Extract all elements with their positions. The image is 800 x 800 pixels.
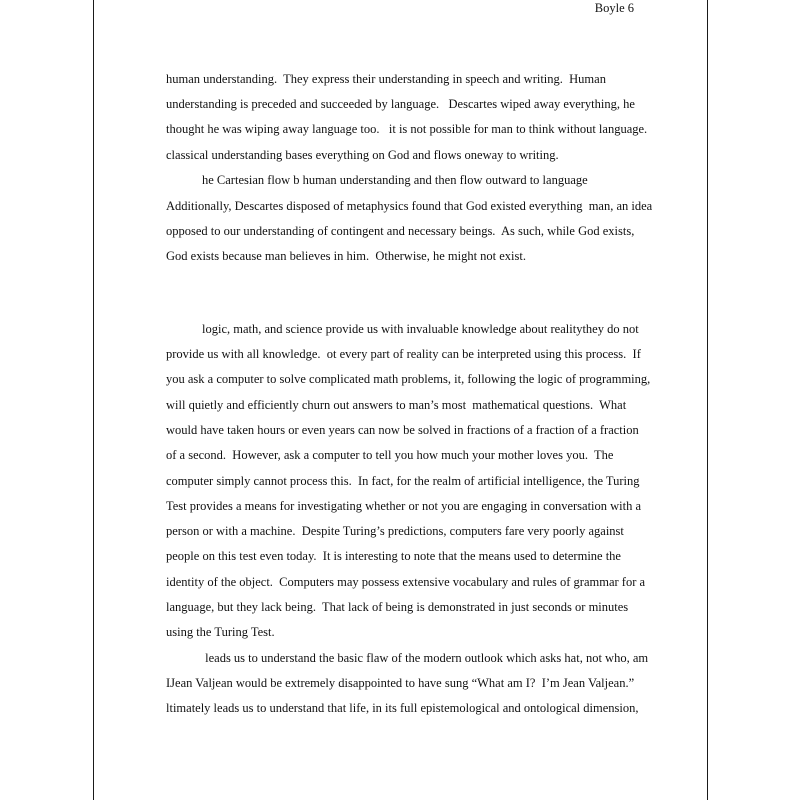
text-line: God exists because man believes in him. Otherwise, he might not exist. <box>166 249 526 263</box>
text-line: language, but they lack being. That lack of being is demonstrated in just seconds or minutes <box>166 600 629 614</box>
text-line: person or with a machine. Despite Turing’s predictions, computers fare very poorly against <box>166 524 624 538</box>
text-line: identity of the object. Computers may possess extensive vocabulary and rules of grammar for a <box>166 575 646 589</box>
text-line: of a second. However, ask a computer to tell you how much your mother loves you. The <box>166 448 614 462</box>
text-line: using the Turing Test. <box>166 625 275 639</box>
text-line: thought he was wiping away language too. it is not possible for man to think without language. <box>166 122 648 136</box>
text-line: classical understanding bases everything on God and flows oneway to writing. <box>166 148 559 162</box>
text-line: will quietly and efficiently churn out answers to man’s most mathematical questions. What <box>166 398 627 412</box>
text-line: IJean Valjean would be extremely disappointed to have sung “What am I? I’m Jean Valjean.” <box>166 676 635 690</box>
text-line: people on this test even today. It is interesting to note that the means used to determine the <box>166 549 621 563</box>
text-line: logic, math, and science provide us with invaluable knowledge about realitythey do not <box>202 322 639 336</box>
text-line: you ask a computer to solve complicated math problems, it, following the logic of programming, <box>166 372 651 386</box>
text-line: understanding is preceded and succeeded by language. Descartes wiped away everything, he <box>166 97 635 111</box>
text-line: Additionally, Descartes disposed of metaphysics found that God existed everything man, an idea <box>166 199 653 213</box>
text-line: opposed to our understanding of contingent and necessary beings. As such, while God exists, <box>166 224 635 238</box>
text-line: ltimately leads us to understand that life, in its full epistemological and ontological dimension, <box>166 701 639 715</box>
document-page <box>93 0 708 800</box>
text-line: human understanding. They express their understanding in speech and writing. Human <box>166 72 606 86</box>
text-line: Test provides a means for investigating whether or not you are engaging in conversation with a <box>166 499 642 513</box>
text-line: leads us to understand the basic flaw of the modern outlook which asks hat, not who, am <box>202 651 649 665</box>
text-line: would have taken hours or even years can now be solved in fractions of a fraction of a fraction <box>166 423 639 437</box>
running-head: Boyle 6 <box>594 1 634 15</box>
text-line: he Cartesian flow b human understanding and then flow outward to language <box>202 173 588 187</box>
text-line: computer simply cannot process this. In fact, for the realm of artificial intelligence, the Turing <box>166 474 640 488</box>
text-line: provide us with all knowledge. ot every part of reality can be interpreted using this process. If <box>166 347 641 361</box>
